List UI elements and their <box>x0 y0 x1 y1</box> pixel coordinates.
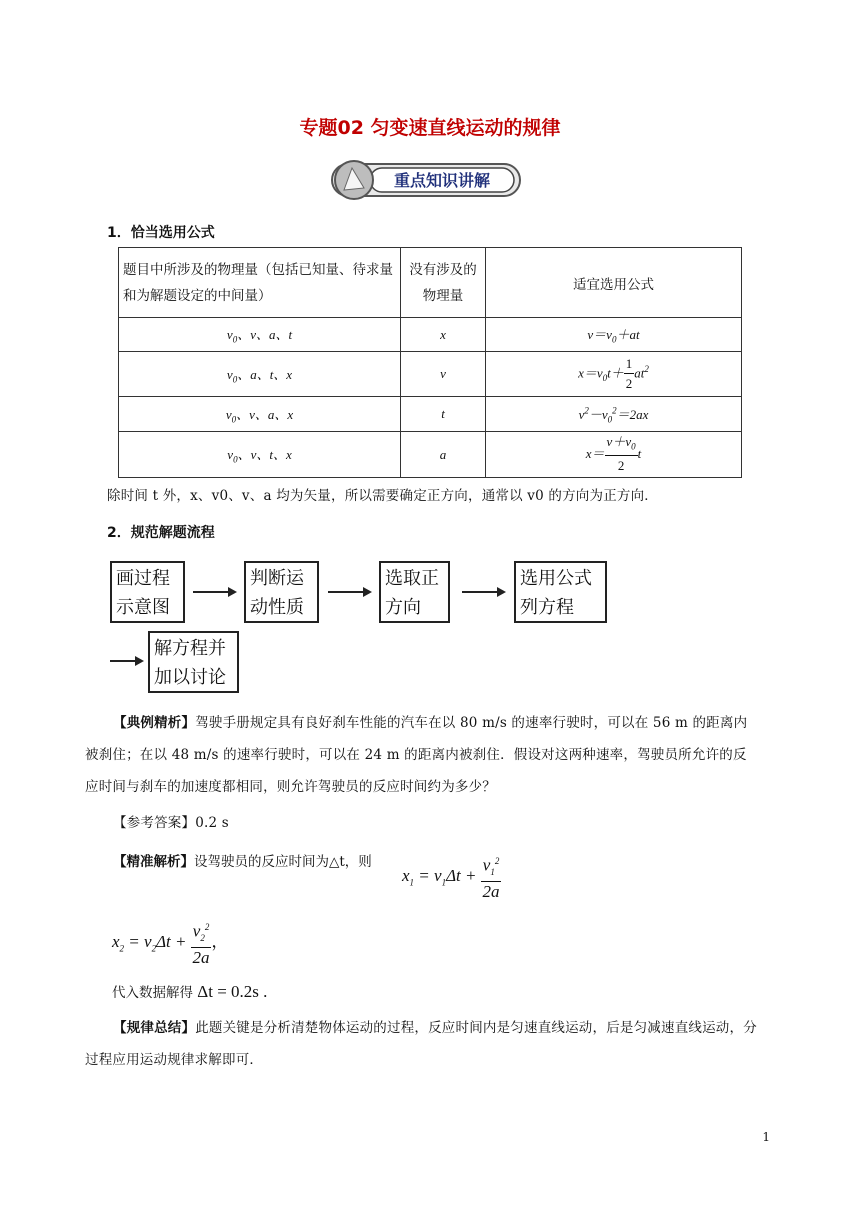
table-row <box>119 397 742 432</box>
arrow-icon <box>462 591 504 593</box>
cell-quantities: $v_0$、v、a、x <box>119 397 401 432</box>
banner-label: 重点知识讲解 <box>393 171 491 190</box>
section-banner <box>330 158 522 200</box>
example-text: 驾驶手册规定具有良好刹车性能的汽车在以 80 m/s 的速率行驶时，可以在 56 m 的距离内被刹住；在以 48 m/s 的速率行驶时，可以在 24 m 的距离内被刹住．假设对这两种速率，驾驶员所允许的反应时间与刹车的加速度都相同，则允许驾驶员的反应时间约为多少？ <box>85 715 748 795</box>
cell-missing: v <box>401 352 486 397</box>
cell-formula: $x=v_0t+$ $\frac{1}{2}$ $at^2$ <box>486 352 742 397</box>
example-label: 【典例精析】 <box>113 715 196 731</box>
cell-missing: x <box>401 318 486 352</box>
equation-2: $x_2 = v_2\Delta t$ + $\frac{v_2^2}{2a}$ ， <box>112 918 228 968</box>
table-row <box>119 352 742 397</box>
analysis-text: 设驾驶员的反应时间为△t，则 <box>194 854 372 870</box>
example-paragraph <box>85 707 760 803</box>
step-solve-discuss: 解方程并加以讨论 <box>148 631 239 693</box>
section1-heading: 1．恰当选用公式 <box>107 225 215 241</box>
section2-heading: 2．规范解题流程 <box>107 525 215 541</box>
table-note: 除时间 t 外，x、v0、v、a 均为矢量，所以需要确定正方向，通常以 v0 的方向为正方向． <box>107 488 659 504</box>
answer-line <box>113 807 229 839</box>
result-line <box>112 980 267 1005</box>
equation-1: $x_1 = v_1\Delta t$ + $\frac{v_1^2}{2a}$ <box>402 852 501 902</box>
arrow-icon <box>110 660 142 662</box>
answer-label: 【参考答案】 <box>113 815 196 831</box>
cell-missing: a <box>401 432 486 478</box>
page-title: 专题02 匀变速直线运动的规律 <box>299 117 561 139</box>
result-equation: Δt = 0.2s . <box>197 982 268 1001</box>
result-prefix: 代入数据解得 <box>112 985 193 1001</box>
header-formula: 适宜选用公式 <box>486 248 742 318</box>
cell-quantities: $v_0$、v、t、x <box>119 432 401 478</box>
arrow-icon <box>193 591 235 593</box>
cell-quantities: $v_0$、a、t、x <box>119 352 401 397</box>
answer-text: 0.2 s <box>195 815 229 831</box>
step-write-equations: 选用公式列方程 <box>514 561 607 623</box>
summary-paragraph <box>85 1012 760 1076</box>
analysis-line <box>113 850 372 874</box>
header-missing: 没有涉及的物理量 <box>401 248 486 318</box>
page-number: 1 <box>762 1130 770 1144</box>
arrow-icon <box>328 591 370 593</box>
header-quantities: 题目中所涉及的物理量（包括已知量、待求量和为解题设定的中间量） <box>119 248 401 318</box>
cell-formula: x＝ $\frac{v+v_0}{2}$ t <box>486 432 742 478</box>
step-judge-motion: 判断运动性质 <box>244 561 319 623</box>
formula-table <box>118 247 742 478</box>
summary-text: 此题关键是分析清楚物体运动的过程，反应时间内是匀速直线运动，后是匀减速直线运动，分过程应用运动规律求解即可． <box>85 1020 757 1068</box>
table-row <box>119 318 742 352</box>
analysis-label: 【精准解析】 <box>113 854 194 870</box>
step-choose-direction: 选取正方向 <box>379 561 450 623</box>
cell-formula: $v=v_0+at$ <box>486 318 742 352</box>
summary-label: 【规律总结】 <box>113 1020 196 1036</box>
step-draw-diagram: 画过程示意图 <box>110 561 185 623</box>
cell-quantities: $v_0$、v、a、t <box>119 318 401 352</box>
table-row <box>119 432 742 478</box>
cell-missing: t <box>401 397 486 432</box>
cell-formula: $v^2-v_0^2=2ax$ <box>486 397 742 432</box>
